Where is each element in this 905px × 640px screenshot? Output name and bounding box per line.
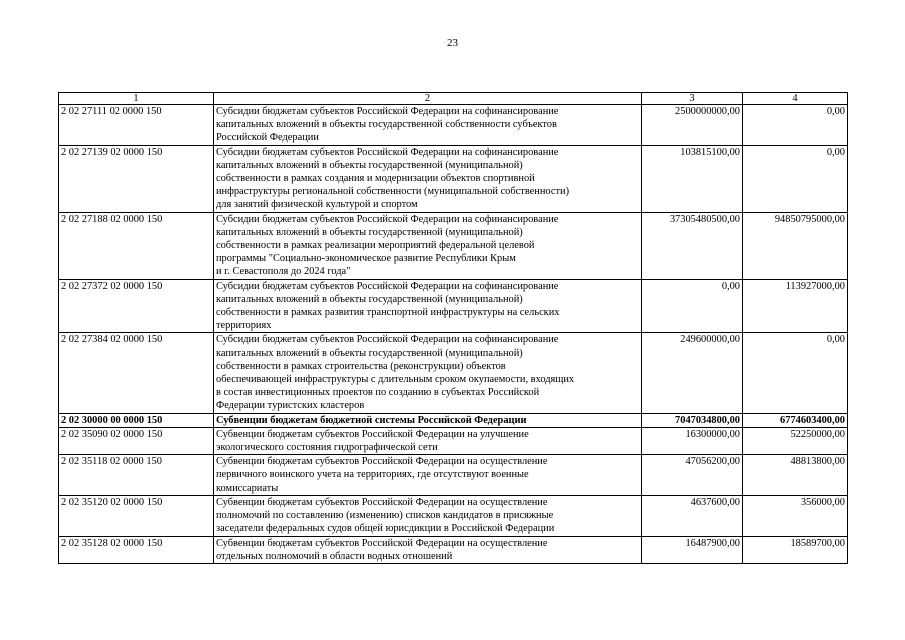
amount-col-3: 0,00 — [642, 279, 743, 333]
header-col-1: 1 — [59, 93, 214, 105]
description-line: собственности в рамках реализации мероприятий федеральной целевой — [216, 240, 535, 252]
amount-col-4: 0,00 — [743, 105, 848, 146]
description-line: первичного воинского учета на территориях, где отсутствуют военные — [216, 469, 529, 481]
description-line: для занятий физической культурой и спортом — [216, 199, 418, 211]
description-line: Субвенции бюджетам субъектов Российской Федерации на осуществление — [216, 537, 548, 549]
description-line: программы "Социально-экономическое развитие Республики Крым — [216, 253, 516, 265]
description-line: полномочий по составлению (изменению) списков кандидатов в присяжные — [216, 510, 554, 522]
table-row — [59, 413, 848, 427]
description-line: экологического состояния гидрографической сети — [216, 442, 438, 454]
description-line: капитальных вложений в объекты государственной (муниципальной) — [216, 293, 523, 305]
description-line: комиссариаты — [216, 482, 279, 494]
description-line: Субвенции бюджетам субъектов Российской Федерации на осуществление — [216, 456, 548, 468]
income-description — [214, 455, 642, 496]
amount-col-3: 16487900,00 — [642, 536, 743, 563]
amount-col-4: 52250000,00 — [743, 427, 848, 454]
table-row — [59, 536, 848, 563]
income-description — [214, 333, 642, 413]
table-row — [59, 145, 848, 212]
classification-code: 2 02 27384 02 0000 150 — [59, 333, 214, 413]
description-line: собственности в рамках развития транспортной инфраструктуры на сельских — [216, 307, 560, 319]
description-line: Субсидии бюджетам субъектов Российской Федерации на софинансирование — [216, 213, 559, 225]
income-description — [214, 279, 642, 333]
description-line: Субвенции бюджетам субъектов Российской Федерации на осуществление — [216, 496, 548, 508]
classification-code: 2 02 35120 02 0000 150 — [59, 495, 214, 536]
classification-code: 2 02 27111 02 0000 150 — [59, 105, 214, 146]
amount-col-3: 37305480500,00 — [642, 212, 743, 279]
income-description — [214, 413, 642, 427]
description-line: капитальных вложений в объекты государственной (муниципальной) — [216, 226, 523, 238]
table-row — [59, 105, 848, 146]
description-line: Субвенции бюджетам бюджетной системы Российской Федерации — [216, 414, 527, 426]
amount-col-3: 4637600,00 — [642, 495, 743, 536]
description-line: Субсидии бюджетам субъектов Российской Федерации на софинансирование — [216, 106, 559, 117]
description-line: Субвенции бюджетам субъектов Российской Федерации на улучшение — [216, 428, 529, 440]
classification-code: 2 02 35118 02 0000 150 — [59, 455, 214, 496]
amount-col-4: 0,00 — [743, 333, 848, 413]
table-row — [59, 333, 848, 413]
classification-code: 2 02 30000 00 0000 150 — [59, 413, 214, 427]
header-col-4: 4 — [743, 93, 848, 105]
table-row — [59, 495, 848, 536]
table-body — [59, 105, 848, 564]
amount-col-3: 249600000,00 — [642, 333, 743, 413]
amount-col-4: 94850795000,00 — [743, 212, 848, 279]
table-row — [59, 279, 848, 333]
classification-code: 2 02 35090 02 0000 150 — [59, 427, 214, 454]
description-line: Субсидии бюджетам субъектов Российской Федерации на софинансирование — [216, 334, 559, 346]
classification-code: 2 02 27188 02 0000 150 — [59, 212, 214, 279]
description-line: капитальных вложений в объекты государственной (муниципальной) — [216, 159, 523, 171]
amount-col-3: 103815100,00 — [642, 145, 743, 212]
header-col-3: 3 — [642, 93, 743, 105]
amount-col-3: 16300000,00 — [642, 427, 743, 454]
description-line: капитальных вложений в объекты государственной собственности субъектов — [216, 119, 557, 131]
description-line: и г. Севастополя до 2024 года" — [216, 266, 351, 278]
description-line: отдельных полномочий в области водных отношений — [216, 550, 453, 562]
amount-col-4: 113927000,00 — [743, 279, 848, 333]
description-line: заседатели федеральных судов общей юрисдикции в Российской Федерации — [216, 523, 555, 535]
description-line: обеспечивающей инфраструктуры с длительным сроком окупаемости, входящих — [216, 374, 575, 386]
table-header-row — [59, 93, 848, 105]
classification-code: 2 02 35128 02 0000 150 — [59, 536, 214, 563]
description-line: собственности в рамках создания и модернизации объектов спортивной — [216, 173, 535, 185]
description-line: Субсидии бюджетам субъектов Российской Федерации на софинансирование — [216, 146, 559, 158]
table-row — [59, 455, 848, 496]
income-description — [214, 212, 642, 279]
table-row — [59, 427, 848, 454]
description-line: Субсидии бюджетам субъектов Российской Федерации на софинансирование — [216, 280, 559, 292]
amount-col-4: 18589700,00 — [743, 536, 848, 563]
amount-col-4: 6774603400,00 — [743, 413, 848, 427]
classification-code: 2 02 27372 02 0000 150 — [59, 279, 214, 333]
description-line: Федерации туристских кластеров — [216, 400, 365, 412]
description-line: инфраструктуры региональной собственности (муниципальной собственности) — [216, 186, 570, 198]
table-row — [59, 212, 848, 279]
header-col-2: 2 — [214, 93, 642, 105]
amount-col-3: 7047034800,00 — [642, 413, 743, 427]
amount-col-3: 47056200,00 — [642, 455, 743, 496]
description-line: Российской Федерации — [216, 132, 319, 144]
page-number: 23 — [447, 37, 458, 49]
description-line: территориях — [216, 320, 272, 332]
income-description — [214, 427, 642, 454]
income-description — [214, 536, 642, 563]
amount-col-4: 0,00 — [743, 145, 848, 212]
amount-col-4: 48813800,00 — [743, 455, 848, 496]
description-line: капитальных вложений в объекты государственной (муниципальной) — [216, 347, 523, 359]
income-description — [214, 495, 642, 536]
income-description — [214, 145, 642, 212]
description-line: собственности в рамках строительства (реконструкции) объектов — [216, 360, 506, 372]
income-description — [214, 105, 642, 146]
amount-col-4: 356000,00 — [743, 495, 848, 536]
classification-code: 2 02 27139 02 0000 150 — [59, 145, 214, 212]
budget-table — [58, 92, 848, 564]
amount-col-3: 2500000000,00 — [642, 105, 743, 146]
description-line: в состав инвестиционных проектов по созданию в субъектах Российской — [216, 387, 540, 399]
